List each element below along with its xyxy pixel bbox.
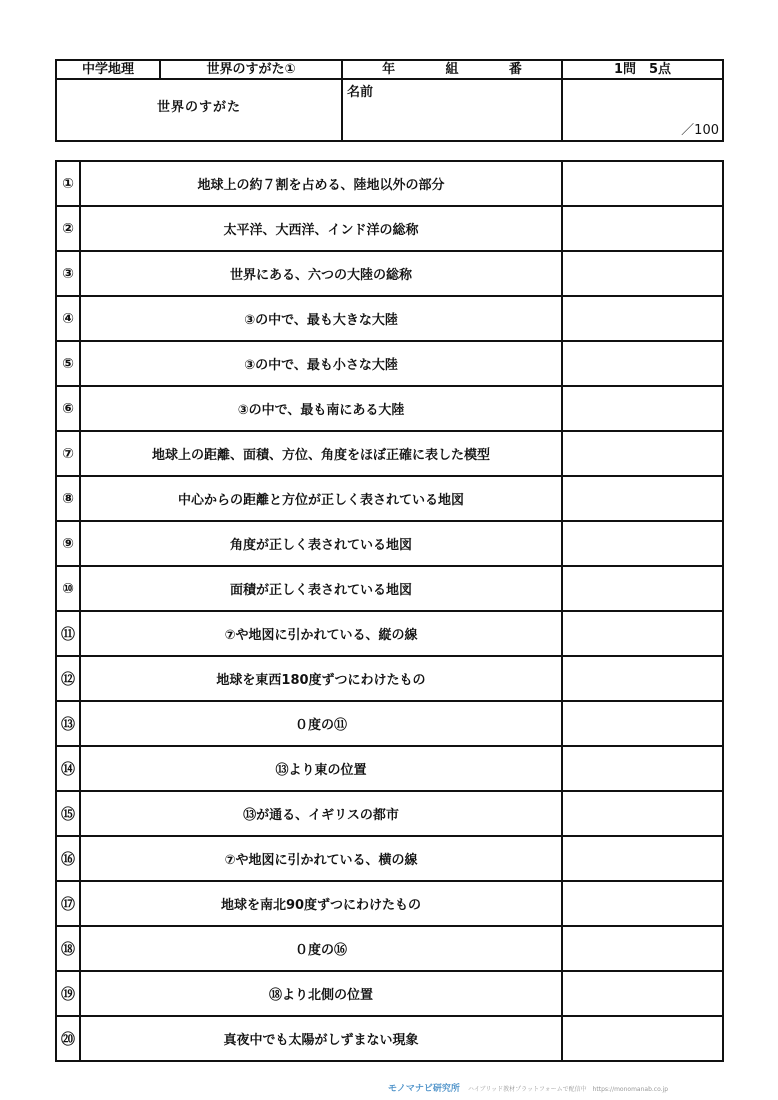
question-text: ⑦や地図に引かれている、縦の線 — [80, 611, 562, 656]
page-title: 世界のすがた — [56, 79, 342, 141]
subject-label: 中学地理 — [56, 60, 160, 79]
question-text: ⑱より北側の位置 — [80, 971, 562, 1016]
answer-cell[interactable] — [562, 251, 723, 296]
question-number: ⑧ — [56, 476, 80, 521]
question-text: ③の中で、最も大きな大陸 — [80, 296, 562, 341]
question-number: ⑪ — [56, 611, 80, 656]
answer-cell[interactable] — [562, 656, 723, 701]
question-row — [56, 611, 723, 656]
question-number: ⑬ — [56, 701, 80, 746]
question-text: 地球上の距離、面積、方位、角度をほぼ正確に表した模型 — [80, 431, 562, 476]
question-text: ⑦や地図に引かれている、横の線 — [80, 836, 562, 881]
question-row — [56, 746, 723, 791]
question-number: ⑫ — [56, 656, 80, 701]
question-number: ④ — [56, 296, 80, 341]
footer-text: ハイブリッド教材プラットフォームで配信中 https://monomanab.co.jp — [467, 1086, 669, 1093]
question-number: ⑭ — [56, 746, 80, 791]
question-text: ③の中で、最も小さな大陸 — [80, 341, 562, 386]
question-text: ０度の⑯ — [80, 926, 562, 971]
answer-cell[interactable] — [562, 206, 723, 251]
name-field[interactable] — [342, 79, 562, 141]
question-text: 太平洋、大西洋、インド洋の総称 — [80, 206, 562, 251]
name-label: 名前 — [347, 85, 374, 100]
answer-cell[interactable] — [562, 881, 723, 926]
question-row — [56, 431, 723, 476]
header-table — [55, 59, 724, 142]
answer-cell[interactable] — [562, 791, 723, 836]
question-row — [56, 296, 723, 341]
question-row — [56, 161, 723, 206]
answer-cell[interactable] — [562, 296, 723, 341]
question-text: 中心からの距離と方位が正しく表されている地図 — [80, 476, 562, 521]
question-number: ⑳ — [56, 1016, 80, 1061]
question-number: ① — [56, 161, 80, 206]
worksheet-label: 世界のすがた① — [160, 60, 342, 79]
question-number: ⑦ — [56, 431, 80, 476]
answer-cell[interactable] — [562, 521, 723, 566]
answer-cell[interactable] — [562, 926, 723, 971]
question-number: ⑥ — [56, 386, 80, 431]
question-row — [56, 566, 723, 611]
footer-brand: モノマナビ研究所 — [388, 1084, 460, 1094]
answer-cell[interactable] — [562, 971, 723, 1016]
answer-cell[interactable] — [562, 611, 723, 656]
answer-cell[interactable] — [562, 566, 723, 611]
answer-cell[interactable] — [562, 161, 723, 206]
answer-cell[interactable] — [562, 836, 723, 881]
points-label: 1問 5点 — [562, 60, 723, 79]
question-row — [56, 656, 723, 701]
question-number: ⑤ — [56, 341, 80, 386]
question-row — [56, 521, 723, 566]
question-row — [56, 341, 723, 386]
answer-cell[interactable] — [562, 431, 723, 476]
answer-cell[interactable] — [562, 1016, 723, 1061]
answer-cell[interactable] — [562, 386, 723, 431]
footer — [388, 1081, 668, 1094]
question-text: 地球を東西180度ずつにわけたもの — [80, 656, 562, 701]
question-row — [56, 836, 723, 881]
question-row — [56, 971, 723, 1016]
score-field[interactable] — [562, 79, 723, 141]
question-text: ⑬より東の位置 — [80, 746, 562, 791]
question-text: 角度が正しく表されている地図 — [80, 521, 562, 566]
question-row — [56, 206, 723, 251]
question-text: 地球上の約７割を占める、陸地以外の部分 — [80, 161, 562, 206]
question-text: ③の中で、最も南にある大陸 — [80, 386, 562, 431]
answer-cell[interactable] — [562, 701, 723, 746]
answer-cell[interactable] — [562, 476, 723, 521]
question-row — [56, 386, 723, 431]
question-row — [56, 251, 723, 296]
question-row — [56, 926, 723, 971]
question-row — [56, 791, 723, 836]
score-total: ／100 — [681, 123, 719, 138]
question-row — [56, 476, 723, 521]
question-row — [56, 1016, 723, 1061]
question-text: 地球を南北90度ずつにわけたもの — [80, 881, 562, 926]
question-number: ⑮ — [56, 791, 80, 836]
grade-class-number — [342, 60, 562, 79]
grade-class-label: 組 — [445, 62, 459, 77]
grade-num-label: 番 — [508, 62, 522, 77]
question-number: ⑰ — [56, 881, 80, 926]
question-text: 面積が正しく表されている地図 — [80, 566, 562, 611]
question-row — [56, 881, 723, 926]
question-text: 世界にある、六つの大陸の総称 — [80, 251, 562, 296]
question-text: ０度の⑪ — [80, 701, 562, 746]
answer-cell[interactable] — [562, 746, 723, 791]
question-number: ⑯ — [56, 836, 80, 881]
question-text: ⑬が通る、イギリスの都市 — [80, 791, 562, 836]
question-row — [56, 701, 723, 746]
question-number: ⑩ — [56, 566, 80, 611]
question-number: ⑲ — [56, 971, 80, 1016]
answer-cell[interactable] — [562, 341, 723, 386]
question-text: 真夜中でも太陽がしずまない現象 — [80, 1016, 562, 1061]
question-number: ③ — [56, 251, 80, 296]
question-number: ⑨ — [56, 521, 80, 566]
grade-year-label: 年 — [382, 62, 396, 77]
question-number: ② — [56, 206, 80, 251]
questions-table — [55, 160, 724, 1062]
question-number: ⑱ — [56, 926, 80, 971]
